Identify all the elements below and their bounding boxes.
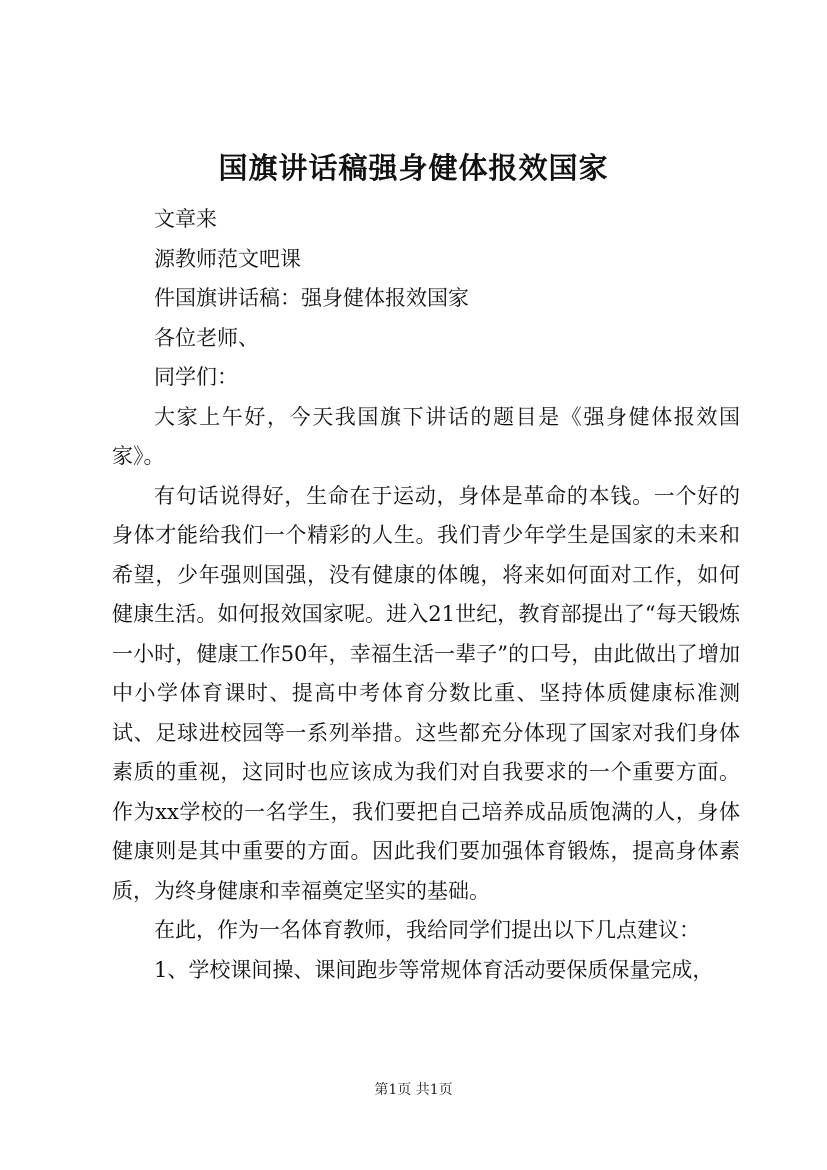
paragraph: 文章来 [154,207,217,231]
paragraph: 各位老师、 [154,325,259,350]
page-number-footer: 第1页 共1页 [374,1082,453,1098]
paragraph: 1、学校课间操、课间跑步等常规体育活动要保质保量完成， [154,957,714,982]
document-body [112,200,740,990]
paragraph: 有句话说得好，生命在于运动，身体是革命的本钱。一个好的身体才能给我们一个精彩的人生。我们青少年学生是国家的未来和希望，少年强则国强，没有健康的体魄，将来如何面对工作，如何健康生活。如何报效国家呢。进入21世纪，教育部提出了“每天锻炼一小时，健康工作50年，幸福生活一辈子”的口号，由此做出了增加中小学体育课时、提高中考体育分数比重、坚持体质健康标准测试、足球进校园等一系列举措。这些都充分体现了国家对我们身体素质的重视，这同时也应该成为我们对自我要求的一个重要方面。作为xx学校的一名学生，我们要把自己培养成品质饱满的人，身体健康则是其中重要的方面。因此我们要加强体育锻炼，提高身体素质，为终身健康和幸福奠定坚实的基础。 [112,483,740,903]
paragraph: 同学们： [154,365,238,389]
paragraph: 大家上午好，今天我国旗下讲话的题目是《强身健体报效国家》。 [112,404,740,468]
paragraph: 源教师范文吧课 [154,246,301,271]
document-title: 国旗讲话稿强身健体报效国家 [218,151,609,185]
paragraph: 件国旗讲话稿：强身健体报效国家 [154,286,469,310]
paragraph: 在此，作为一名体育教师，我给同学们提出以下几点建议： [154,918,700,942]
